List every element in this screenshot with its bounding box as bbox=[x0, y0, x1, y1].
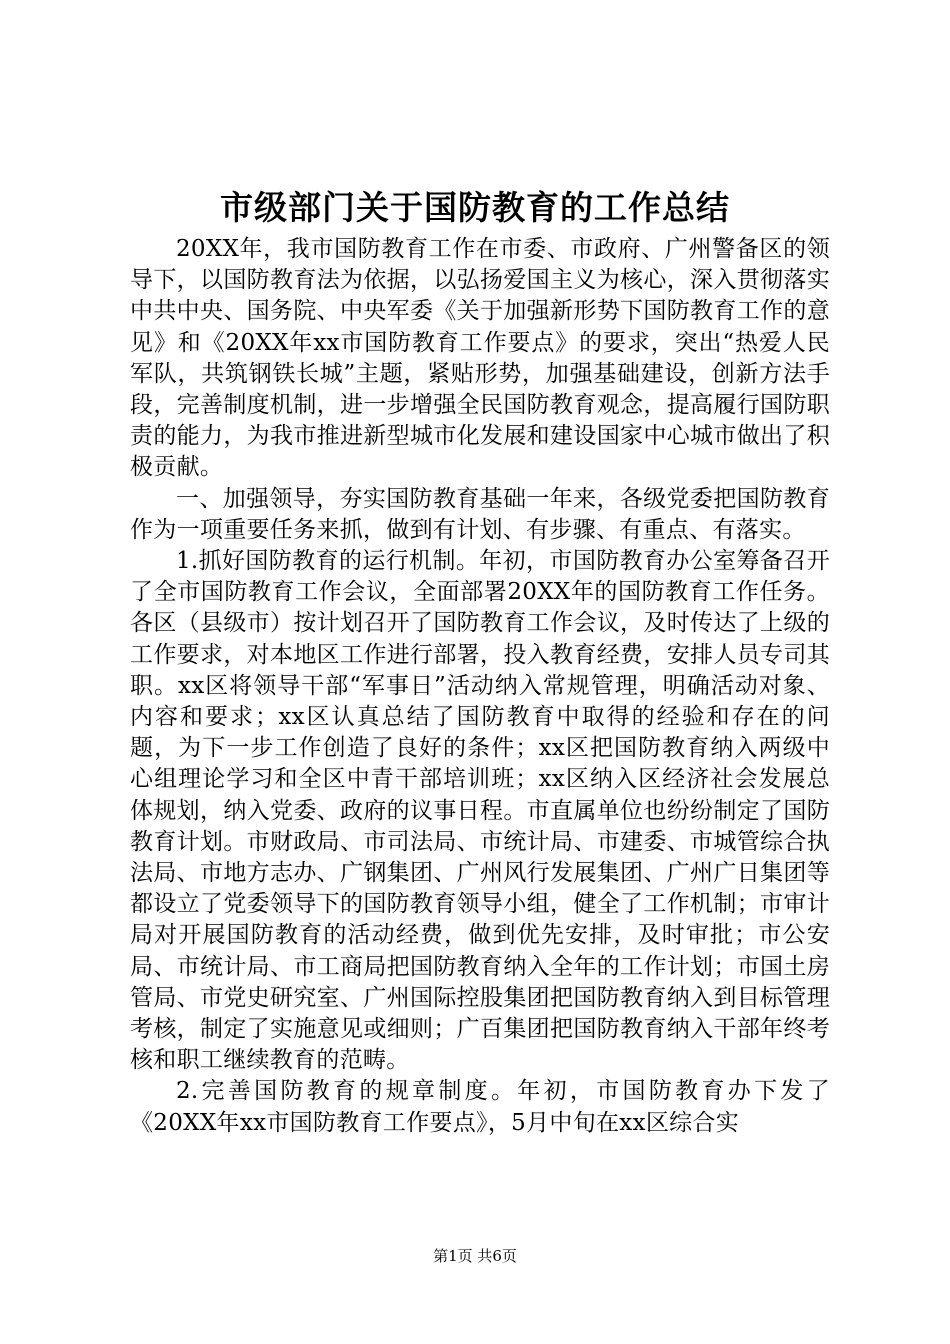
document-title: 市级部门关于国防教育的工作总结 bbox=[220, 188, 730, 227]
paragraph-intro: 20XX年，我市国防教育工作在市委、市政府、广州警备区的领导下，以国防教育法为依据，以弘扬爱国主义为核心，深入贯彻落实中共中央、国务院、中央军委《关于加强新形势下国防教育工作的意见》和《20XX年xx市国防教育工作要点》的要求，突出“热爱人民军队，共筑钢铁长城”主题，紧贴形势，加强基础建设，创新方法手段，完善制度机制，进一步增强全民国防教育观念，提高履行国防职责的能力，为我市推进新型城市化发展和建设国家中心城市做出了积极贡献。 bbox=[130, 236, 830, 481]
paragraph-section-1-heading: 一、加强领导，夯实国防教育基础一年来，各级党委把国防教育作为一项重要任务来抓，做到有计划、有步骤、有重点、有落实。 bbox=[130, 485, 830, 543]
document-body bbox=[130, 234, 830, 1139]
paragraph-item-1: 1.抓好国防教育的运行机制。年初，市国防教育办公室筹备召开了全市国防教育工作会议，全面部署20XX年的国防教育工作任务。各区（县级市）按计划召开了国防教育工作会议，及时传达了上级的工作要求，对本地区工作进行部署，投入教育经费，安排人员专司其职。xx区将领导干部“军事日”活动纳入常规管理，明确活动对象、内容和要求；xx区认真总结了国防教育中取得的经验和存在的问题，为下一步工作创造了良好的条件；xx区把国防教育纳入两级中心组理论学习和全区中青干部培训班；xx区纳入区经济社会发展总体规划，纳入党委、政府的议事日程。市直属单位也纷纷制定了国防教育计划。市财政局、市司法局、市统计局、市建委、市城管综合执法局、市地方志办、广钢集团、广州风行发展集团、广州广日集团等都设立了党委领导下的国防教育领导小组，健全了工作机制；市审计局对开展国防教育的活动经费，做到优先安排，及时审批；市公安局、市统计局、市工商局把国防教育纳入全年的工作计划；市国土房管局、市党史研究室、广州国际控股集团把国防教育纳入到目标管理考核，制定了实施意见或细则；广百集团把国防教育纳入干部年终考核和职工继续教育的范畴。 bbox=[130, 548, 830, 1074]
paragraph-item-2: 2.完善国防教育的规章制度。年初，市国防教育办下发了《20XX年xx市国防教育工作要点》，5月中旬在xx区综合实 bbox=[130, 1078, 830, 1136]
page-number-footer: 第1页 共6页 bbox=[433, 1247, 517, 1265]
